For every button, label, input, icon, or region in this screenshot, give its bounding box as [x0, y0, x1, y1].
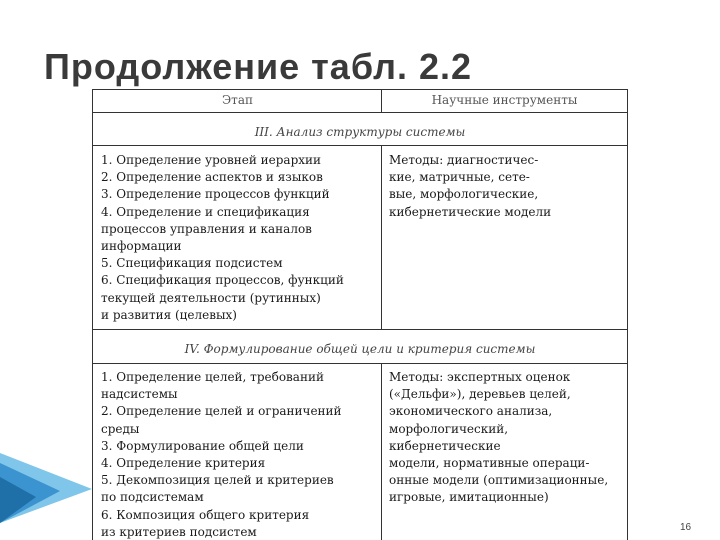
- tool-line: вые, морфологические,: [389, 187, 539, 202]
- row-divider: [93, 363, 627, 364]
- stage-line: 6. Спецификация процессов, функций: [101, 273, 344, 288]
- tool-line: экономического анализа,: [389, 404, 553, 419]
- stage-line: по подсистемам: [101, 490, 204, 505]
- row-divider: [93, 329, 627, 330]
- table-header: [93, 90, 627, 113]
- stage-line: 6. Композиция общего критерия: [101, 507, 310, 522]
- stage-line: информации: [101, 239, 182, 254]
- slide-title: Продолжение табл. 2.2: [44, 46, 473, 87]
- section-iii-stages: [101, 152, 377, 324]
- stage-line: 2. Определение целей и ограничений: [101, 404, 342, 419]
- section-iii-tools: [389, 152, 621, 221]
- stage-line: 2. Определение аспектов и языков: [101, 170, 323, 185]
- stage-line: процессов управления и каналов: [101, 221, 312, 236]
- column-divider: [381, 363, 382, 540]
- tool-line: кие, матричные, сете-: [389, 170, 530, 185]
- tool-line: кибернетические модели: [389, 204, 552, 219]
- tool-line: Методы: диагностичес-: [389, 153, 539, 167]
- section-title-iv: IV. Формулирование общей цели и критерия системы: [184, 342, 536, 356]
- stage-line: из критериев подсистем: [101, 524, 257, 539]
- row-divider: [93, 145, 627, 146]
- tool-line: («Дельфи»), деревьев целей,: [389, 387, 571, 402]
- header-divider: [381, 90, 382, 112]
- header-tools: Научные инструменты: [431, 93, 578, 107]
- tool-line: модели, нормативные операци-: [389, 456, 590, 471]
- corner-decoration: [0, 453, 92, 523]
- stage-line: 1. Определение целей, требований: [101, 370, 324, 384]
- tool-line: игровые, имитационные): [389, 490, 549, 505]
- column-divider: [381, 145, 382, 329]
- stage-line: среды: [101, 421, 140, 436]
- table: [92, 89, 628, 540]
- tool-line: кибернетические: [389, 438, 501, 453]
- section-iv-tools: [389, 369, 621, 507]
- page-number: 16: [680, 522, 692, 533]
- stage-line: 4. Определение критерия: [101, 456, 266, 471]
- tool-line: Методы: экспертных оценок: [389, 370, 571, 384]
- stage-line: 4. Определение и спецификация: [101, 204, 310, 219]
- stage-line: надсистемы: [101, 387, 178, 402]
- section-iv-stages: [101, 369, 377, 540]
- stage-line: 5. Спецификация подсистем: [101, 256, 283, 271]
- tool-line: морфологический,: [389, 421, 509, 436]
- stage-line: 5. Декомпозиция целей и критериев: [101, 473, 334, 488]
- header-stage: Этап: [222, 93, 253, 107]
- stage-line: 3. Формулирование общей цели: [101, 438, 304, 453]
- stage-line: и развития (целевых): [101, 307, 237, 322]
- tool-line: онные модели (оптимизационные,: [389, 473, 609, 488]
- section-title-iii: III. Анализ структуры системы: [254, 125, 466, 139]
- stage-line: текущей деятельности (рутинных): [101, 290, 321, 305]
- stage-line: 1. Определение уровней иерархии: [101, 153, 322, 167]
- stage-line: 3. Определение процессов функций: [101, 187, 330, 202]
